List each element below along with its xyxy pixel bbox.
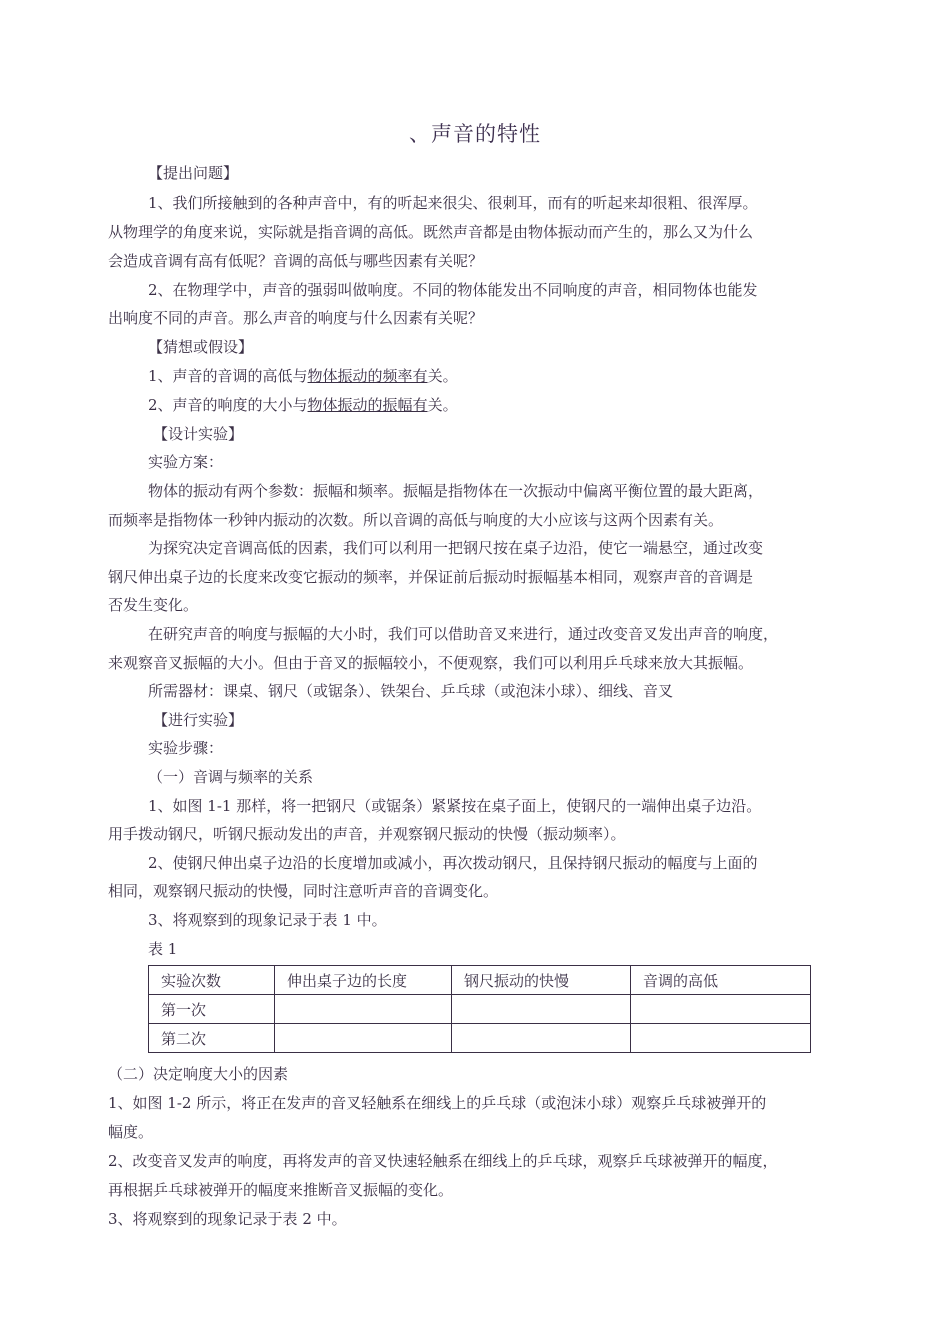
paragraph-line: 出响度不同的声音。那么声音的响度与什么因素有关呢？ xyxy=(108,309,484,327)
record-table-1 xyxy=(148,965,811,1053)
hypothesis-text: 关。 xyxy=(427,396,458,414)
section-heading-design: 【设计实验】 xyxy=(153,425,244,443)
paragraph-line: 从物理学的角度来说，实际就是指音调的高低。既然声音都是由物体振动而产生的，那么又为什么 xyxy=(108,223,754,241)
table-header-cell: 音调的高低 xyxy=(631,966,811,995)
hypothesis-text: 关。 xyxy=(427,367,458,385)
paragraph-line: 3、将观察到的现象记录于表 1 中。 xyxy=(148,911,387,929)
paragraph-line: 相同，观察钢尺振动的快慢，同时注意听声音的音调变化。 xyxy=(108,882,499,900)
paragraph-line: 2、使钢尺伸出桌子边沿的长度增加或减小，再次拨动钢尺，且保持钢尺振动的幅度与上面的 xyxy=(148,854,758,872)
hypothesis-answer: 物体振动的频率有 xyxy=(307,367,428,385)
table-cell xyxy=(631,1024,811,1053)
paragraph-line: 物体的振动有两个参数：振幅和频率。振幅是指物体在一次振动中偏离平衡位置的最大距离， xyxy=(148,482,764,500)
paragraph-line: 所需器材：课桌、钢尺（或锯条）、铁架台、乒乓球（或泡沫小球）、细线、音叉 xyxy=(148,682,674,700)
table-header-cell: 实验次数 xyxy=(149,966,275,995)
hypothesis-answer: 物体振动的振幅有 xyxy=(307,396,428,414)
subsection-heading: （一）音调与频率的关系 xyxy=(148,768,314,786)
hypothesis-line-2 xyxy=(148,395,458,415)
section-heading-hypothesis: 【猜想或假设】 xyxy=(148,338,254,356)
table-caption: 表 1 xyxy=(148,940,178,958)
paragraph-line: 2、在物理学中，声音的强弱叫做响度。不同的物体能发出不同响度的声音，相同物体也能发 xyxy=(148,281,758,299)
table-row xyxy=(149,1024,811,1053)
table-header-cell: 钢尺振动的快慢 xyxy=(452,966,631,995)
paragraph-line: 1、我们所接触到的各种声音中，有的听起来很尖、很刺耳，而有的听起来却很粗、很浑厚。 xyxy=(148,194,758,212)
table-header-cell: 伸出桌子边的长度 xyxy=(275,966,452,995)
paragraph-line: 1、如图 1-2 所示，将正在发声的音叉轻触系在细线上的乒乓球（或泡沫小球）观察乒乓球被弹开的 xyxy=(108,1094,767,1112)
page-title: 、声音的特性 xyxy=(409,122,541,146)
table-cell: 第一次 xyxy=(149,995,275,1024)
paragraph-line: 在研究声音的响度与振幅的大小时，我们可以借助音叉来进行，通过改变音叉发出声音的响度， xyxy=(148,625,779,643)
paragraph-line: 2、改变音叉发声的响度，再将发声的音叉快速轻触系在细线上的乒乓球，观察乒乓球被弹开的幅度， xyxy=(108,1152,778,1170)
paragraph-line: 会造成音调有高有低呢？音调的高低与哪些因素有关呢？ xyxy=(108,252,484,270)
table-cell xyxy=(275,995,452,1024)
hypothesis-line-1 xyxy=(148,366,458,386)
paragraph-line: 用手拨动钢尺，听钢尺振动发出的声音，并观察钢尺振动的快慢（振动频率）。 xyxy=(108,825,626,843)
table-cell xyxy=(452,1024,631,1053)
table-cell xyxy=(275,1024,452,1053)
table-header-row xyxy=(149,966,811,995)
table-cell: 第二次 xyxy=(149,1024,275,1053)
paragraph-line: 来观察音叉振幅的大小。但由于音叉的振幅较小，不便观察，我们可以利用乒乓球来放大其振幅。 xyxy=(108,654,754,672)
table-cell xyxy=(452,995,631,1024)
table-cell xyxy=(631,995,811,1024)
paragraph-line: 再根据乒乓球被弹开的幅度来推断音叉振幅的变化。 xyxy=(108,1181,454,1199)
hypothesis-text: 1、声音的音调的高低与 xyxy=(148,367,308,385)
paragraph-line: 1、如图 1-1 那样，将一把钢尺（或锯条）紧紧按在桌子面上，使钢尺的一端伸出桌子边沿。 xyxy=(148,797,762,815)
paragraph-line: 幅度。 xyxy=(108,1123,154,1141)
table-row xyxy=(149,995,811,1024)
paragraph-line: 而频率是指物体一秒钟内振动的次数。所以音调的高低与响度的大小应该与这两个因素有关。 xyxy=(108,511,724,529)
section-heading-experiment: 【进行实验】 xyxy=(153,711,244,729)
paragraph-line: 为探究决定音调高低的因素，我们可以利用一把钢尺按在桌子边沿，使它一端悬空，通过改变 xyxy=(148,539,764,557)
paragraph-line: 3、将观察到的现象记录于表 2 中。 xyxy=(108,1210,347,1228)
paragraph-line: 否发生变化。 xyxy=(108,596,199,614)
subsection-heading: （二）决定响度大小的因素 xyxy=(108,1065,289,1083)
paragraph-line: 钢尺伸出桌子边的长度来改变它振动的频率，并保证前后振动时振幅基本相同，观察声音的音调是 xyxy=(108,568,754,586)
paragraph-line: 实验步骤： xyxy=(148,739,224,757)
hypothesis-text: 2、声音的响度的大小与 xyxy=(148,396,308,414)
paragraph-line: 实验方案： xyxy=(148,453,224,471)
section-heading-question: 【提出问题】 xyxy=(148,164,239,182)
